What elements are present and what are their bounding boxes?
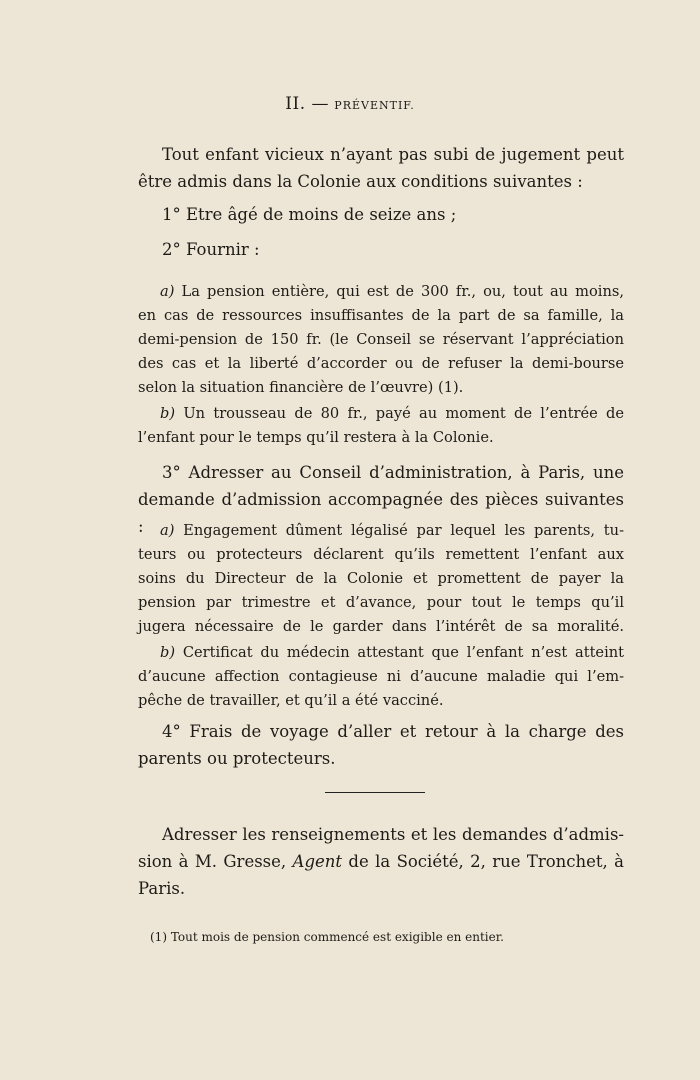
text-line: b) Certificat du médecin attestant que l’enfant n’est atteint xyxy=(160,644,624,661)
condition-2a xyxy=(138,280,624,400)
text-line: sion à M. Gresse, Agent de la Société, 2, rue Tronchet, à xyxy=(138,852,625,871)
text-line: demi-pension de 150 fr. (le Conseil se réservant l’appréciation xyxy=(138,331,624,348)
agent-italic: Agent xyxy=(292,852,343,871)
intro-paragraph xyxy=(138,141,624,195)
section-number: II. — xyxy=(285,94,330,114)
closing-paragraph xyxy=(138,821,624,902)
text-line: soins du Directeur de la Colonie et promettent de payer la xyxy=(138,570,624,587)
text-line: en cas de ressources insuffisantes de la part de sa famille, la xyxy=(138,307,624,324)
footnote: (1) Tout mois de pension commencé est exigible en entier. xyxy=(150,930,504,944)
text-line: selon la situation financière de l’œuvre) (1). xyxy=(138,379,464,396)
condition-2b xyxy=(138,402,624,450)
condition-3b xyxy=(138,641,624,713)
text-line: parents ou protecteurs. xyxy=(138,749,336,768)
condition-2: 2° Fournir : xyxy=(162,240,260,259)
text-line: b) Un trousseau de 80 fr., payé au moment de l’entrée de xyxy=(160,405,625,422)
list-marker: b) xyxy=(160,405,176,422)
text-line: l’enfant pour le temps qu’il restera à la Colonie. xyxy=(138,429,494,446)
condition-3a xyxy=(138,519,624,639)
text-line: Tout enfant vicieux n’ayant pas subi de jugement peut xyxy=(162,145,624,164)
section-heading xyxy=(0,94,700,114)
text-line: 3° Adresser au Conseil d’administration, à Paris, une xyxy=(162,463,624,482)
text-line: teurs ou protecteurs déclarent qu’ils remettent l’enfant aux xyxy=(138,546,624,563)
text-line: pension par trimestre et d’avance, pour tout le temps qu’il xyxy=(138,594,624,611)
list-marker: b) xyxy=(160,644,176,661)
text-line: pêche de travailler, et qu’il a été vacciné. xyxy=(138,692,444,709)
text-line: a) La pension entière, qui est de 300 fr., ou, tout au moins, xyxy=(160,283,624,300)
list-marker: a) xyxy=(160,283,175,300)
text-line: jugera nécessaire de le garder dans l’intérêt de sa moralité. xyxy=(138,618,624,635)
text-line: d’aucune affection contagieuse ni d’aucune maladie qui l’em- xyxy=(138,668,624,685)
text-line: des cas et la liberté d’accorder ou de refuser la demi-bourse xyxy=(138,355,624,372)
condition-1: 1° Etre âgé de moins de seize ans ; xyxy=(162,205,457,224)
condition-4 xyxy=(138,718,624,772)
text-line: Paris. xyxy=(138,879,186,898)
text-line: 4° Frais de voyage d’aller et retour à la charge des xyxy=(162,722,624,741)
separator-rule xyxy=(325,792,425,793)
text-line: demande d’admission accompagnée des pièces suivantes : xyxy=(138,490,624,536)
section-title: PRÉVENTIF. xyxy=(334,99,415,112)
text-line: être admis dans la Colonie aux conditions suivantes : xyxy=(138,172,583,191)
text-line: a) Engagement dûment légalisé par lequel les parents, tu- xyxy=(160,522,624,539)
text-line: Adresser les renseignements et les demandes d’admis- xyxy=(162,825,624,844)
list-marker: a) xyxy=(160,522,175,539)
